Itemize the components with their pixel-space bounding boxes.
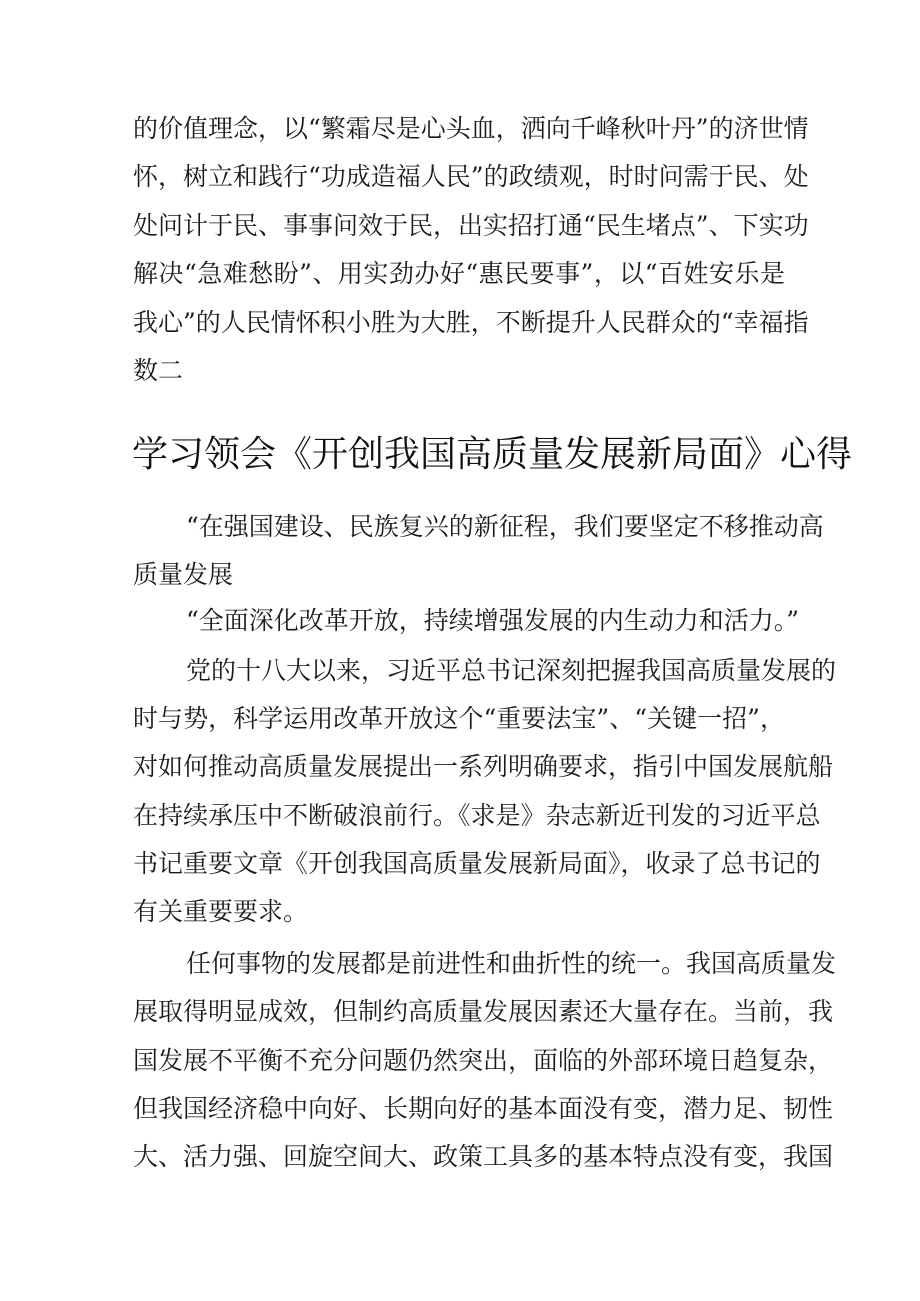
text-line: 的价值理念，以“繁霜尽是心头血，洒向千峰秋叶丹”的济世情 xyxy=(133,114,809,143)
text-line: 解决“急难愁盼”、用实劲办好“惠民要事”，以“百姓安乐是 xyxy=(133,259,785,288)
quote-line: 质量发展 xyxy=(133,560,234,589)
text-line: 大、活力强、回旋空间大、政策工具多的基本特点没有变，我国 xyxy=(133,1142,834,1171)
text-line: 数二 xyxy=(133,356,184,385)
text-line: 怀，树立和践行“功成造福人民”的政绩观，时时问需于民、处 xyxy=(133,162,809,191)
text-line: 我心”的人民情怀积小胜为大胜，不断提升人民群众的“幸福指 xyxy=(133,308,809,337)
text-line: 处问计于民、事事问效于民，出实招打通“民生堵点”、下实功 xyxy=(133,211,809,240)
text-line: 对如何推动高质量发展提出一系列明确要求，指引中国发展航船 xyxy=(133,752,834,781)
text-line: 时与势，科学运用改革开放这个“重要法宝”、“关键一招”， xyxy=(133,704,785,733)
text-line: 但我国经济稳中向好、长期向好的基本面没有变，潜力足、韧性 xyxy=(133,1094,834,1123)
text-line: 展取得明显成效，但制约高质量发展因素还大量存在。当前，我 xyxy=(133,997,834,1026)
text-line: 党的十八大以来，习近平总书记深刻把握我国高质量发展的 xyxy=(186,656,837,685)
text-line: 有关重要要求。 xyxy=(133,897,309,926)
text-line: 任何事物的发展都是前进性和曲折性的统一。我国高质量发 xyxy=(186,949,837,978)
text-line: 国发展不平衡不充分问题仍然突出，面临的外部环境日趋复杂， xyxy=(133,1046,834,1075)
quote-line: “在强国建设、民族复兴的新征程，我们要坚定不移推动高 xyxy=(186,512,824,541)
text-line: 书记重要文章《开创我国高质量发展新局面》，收录了总书记的 xyxy=(133,849,821,878)
article-title: 学习领会《开创我国高质量发展新局面》心得 xyxy=(132,434,853,475)
quote-line: “全面深化改革开放，持续增强发展的内生动力和活力。” xyxy=(186,606,800,635)
text-line: 在持续承压中不断破浪前行。《求是》杂志新近刊发的习近平总 xyxy=(133,801,821,830)
